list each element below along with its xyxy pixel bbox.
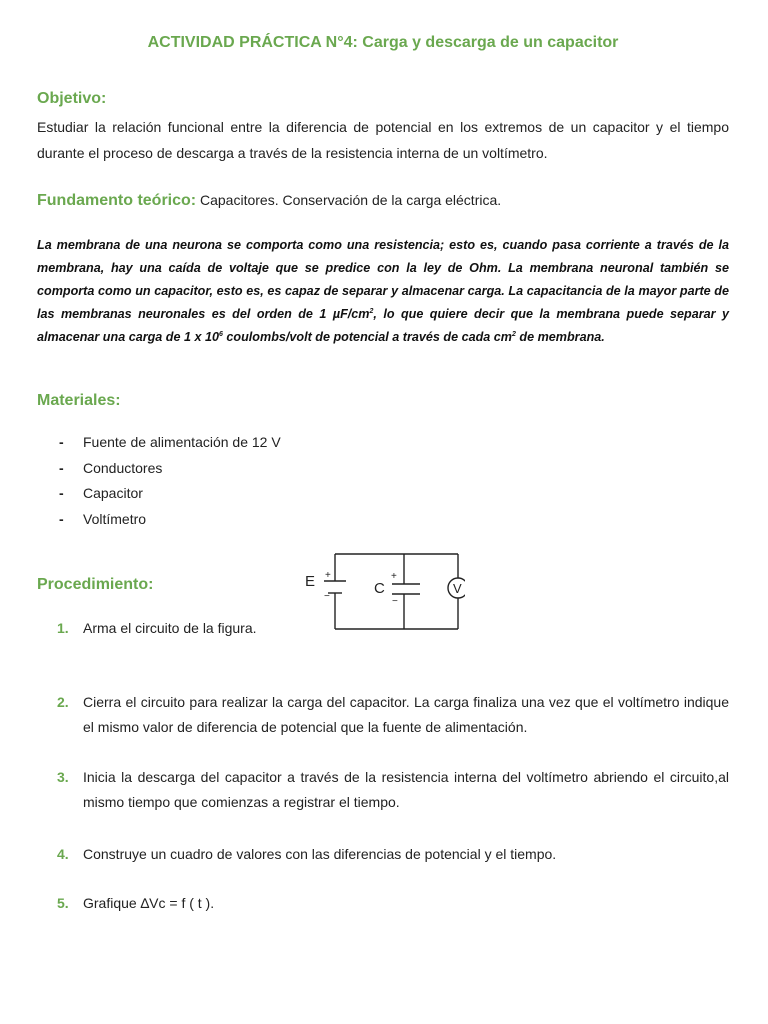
step-number: 5. <box>57 895 69 911</box>
fundamento-colon: : <box>190 192 197 209</box>
sup-a: 2 <box>369 307 374 315</box>
fundamento-heading: Fundamento teórico <box>37 192 191 209</box>
procedimiento-heading: Procedimiento: <box>37 576 154 593</box>
capacitor-plus: + <box>391 571 397 582</box>
bullet-dash: - <box>59 459 64 476</box>
step-number: 2. <box>57 694 69 710</box>
step-number: 4. <box>57 846 69 862</box>
paragraph-part-d: de membrana. <box>515 330 605 344</box>
bullet-dash: - <box>59 434 64 450</box>
source-minus: − <box>324 591 330 602</box>
materiales-heading: Materiales: <box>37 392 121 409</box>
page-title: ACTIVIDAD PRÁCTICA N°4: Carga y descarga de un capacitor <box>147 34 619 51</box>
step-3 <box>57 765 729 815</box>
step-text: Inicia la descarga del capacitor a través de la resistencia interna del voltímetro abriendo el circuito,al mismo tiempo que comienzas a registrar el tiempo. <box>83 769 729 810</box>
sup-c: 2 <box>511 330 516 338</box>
list-item <box>57 507 281 533</box>
materiales-list <box>57 430 281 532</box>
list-item-text: Capacitor <box>83 485 143 501</box>
list-item <box>57 481 281 507</box>
step-5 <box>57 891 729 916</box>
sup-b: 6 <box>219 330 223 338</box>
step-1 <box>57 616 729 641</box>
fundamento-row <box>37 192 501 210</box>
step-text: Arma el circuito de la figura. <box>83 620 257 636</box>
step-number: 1. <box>57 620 69 636</box>
step-4 <box>57 842 729 867</box>
step-text: Cierra el circuito para realizar la carga del capacitor. La carga finaliza una vez que el voltímetro indique el mismo valor de diferencia de potencial que la fuente de alimentación. <box>83 694 729 735</box>
paragraph-part-c: coulombs/volt de potencial a través de cada cm <box>222 330 512 344</box>
bullet-dash: - <box>59 485 64 501</box>
list-item-text: Conductores <box>83 459 163 476</box>
capacitor-label: C <box>374 580 385 597</box>
fundamento-text: Capacitores. Conservación de la carga eléctrica. <box>196 192 502 208</box>
voltmeter-label: V <box>453 581 462 596</box>
list-item <box>57 430 281 456</box>
source-plus: + <box>325 570 331 581</box>
list-item <box>57 456 281 482</box>
step-2 <box>57 690 729 740</box>
source-label: E <box>305 573 316 590</box>
objetivo-heading: Objetivo: <box>37 90 107 107</box>
capacitor-minus: − <box>392 596 398 607</box>
bullet-dash: - <box>59 510 64 527</box>
list-item-text: Voltímetro <box>83 510 147 527</box>
step-number: 3. <box>57 769 69 785</box>
step-text: Construye un cuadro de valores con las diferencias de potencial y el tiempo. <box>83 846 557 862</box>
list-item-text: Fuente de alimentación de 12 V <box>83 434 281 450</box>
fundamento-paragraph <box>37 234 729 349</box>
paragraph-part-a: La membrana de una neurona se comporta como una resistencia; esto es, cuando pasa corriente a través de la membrana, hay una caída de voltaje que se predice con la ley de Ohm. La membrana neuronal también se comporta como un capacitor, esto es, es capaz de separar y almacenar carga. La capacitancia de la mayor parte de las membranas neuronales es del orden de 1 µF/cm <box>37 238 729 321</box>
objetivo-text: Estudiar la relación funcional entre la diferencia de potencial en los extremos de un capacitor y el tiempo durante el proceso de descarga a través de la resistencia interna de un voltímetro. <box>37 119 729 161</box>
paragraph-part-b: , lo que quiere decir que la membrana puede separar y almacenar una carga de 1 x 10 <box>37 307 729 344</box>
step-text: Grafique ∆Vc = f ( t ). <box>83 895 215 911</box>
